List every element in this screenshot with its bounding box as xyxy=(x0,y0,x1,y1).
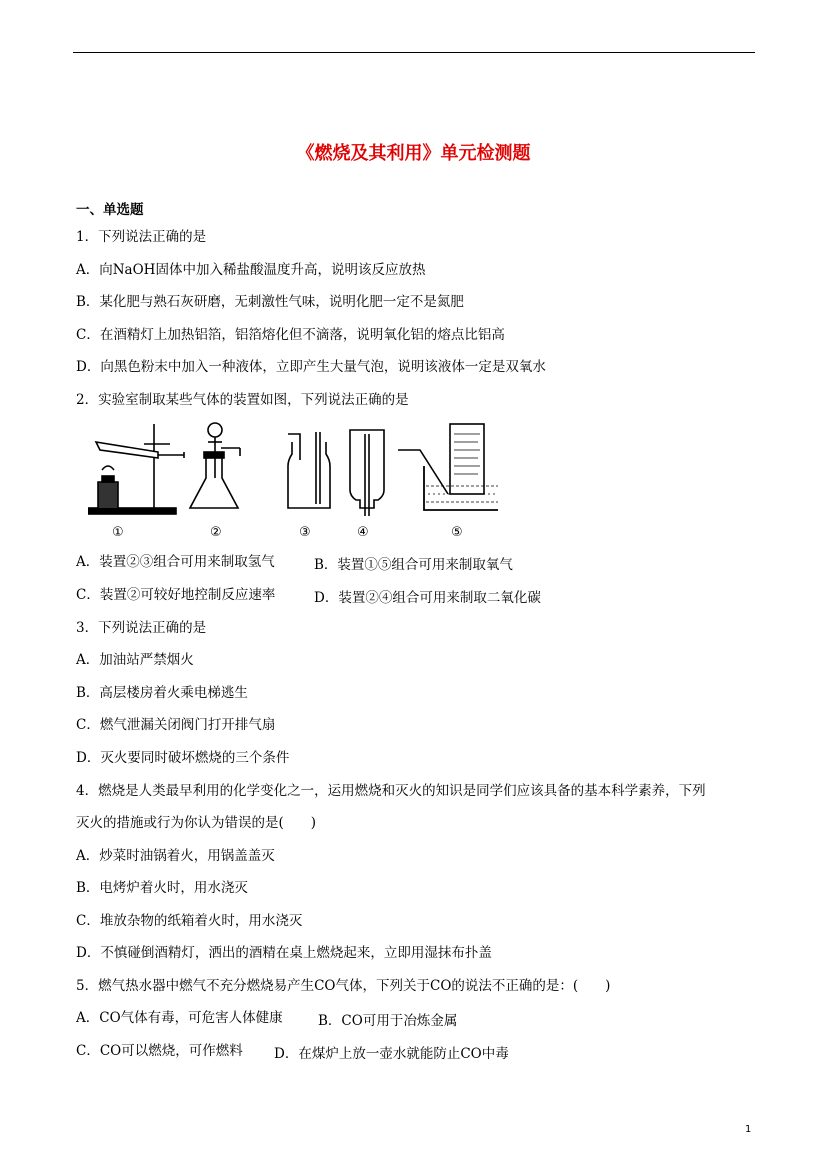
page-number: 1 xyxy=(745,1124,752,1135)
apparatus-label-4: ④ xyxy=(357,525,369,540)
q4-option-d: D．不慎碰倒酒精灯，洒出的酒精在桌上燃烧起来，立即用湿抹布扑盖 xyxy=(76,945,492,961)
q2-option-d: D．装置②④组合可用来制取二氧化碳 xyxy=(314,590,541,606)
section-heading: 一、单选题 xyxy=(76,202,144,218)
header-rule xyxy=(73,52,755,53)
apparatus-label-1: ① xyxy=(112,525,124,540)
apparatus-figure xyxy=(88,420,498,545)
q2-stem: 2．实验室制取某些气体的装置如图，下列说法正确的是 xyxy=(76,392,409,408)
apparatus-label-3: ③ xyxy=(299,525,311,540)
apparatus-3-gas-bottle xyxy=(288,432,330,508)
q4-option-c: C．堆放杂物的纸箱着火时，用水浇灭 xyxy=(76,913,303,929)
q1-option-a: A．向NaOH固体中加入稀盐酸温度升高，说明该反应放热 xyxy=(76,262,426,278)
q3-option-d: D．灭火要同时破坏燃烧的三个条件 xyxy=(76,750,290,766)
document-title: 《燃烧及其利用》单元检测题 xyxy=(296,143,531,164)
q1-option-c: C．在酒精灯上加热铝箔，铝箔熔化但不滴落，说明氧化铝的熔点比铝高 xyxy=(76,327,505,343)
q3-option-b: B．高层楼房着火乘电梯逃生 xyxy=(76,685,248,701)
apparatus-label-2: ② xyxy=(210,525,222,540)
q1-stem: 1．下列说法正确的是 xyxy=(76,229,207,245)
apparatus-1-heating-setup xyxy=(88,424,184,514)
apparatus-5-water-trough xyxy=(398,424,498,510)
q2-option-a: A．装置②③组合可用来制取氢气 xyxy=(76,554,275,570)
q4-stem-line2: 灭火的措施或行为你认为错误的是( ) xyxy=(76,815,317,831)
q1-option-b: B．某化肥与熟石灰研磨，无刺激性气味，说明化肥一定不是氮肥 xyxy=(76,294,464,310)
apparatus-4-inverted-bottle xyxy=(350,430,384,516)
q5-option-d: D．在煤炉上放一壶水就能防止CO中毒 xyxy=(274,1046,509,1062)
q1-option-d: D．向黑色粉末中加入一种液体，立即产生大量气泡，说明该液体一定是双氧水 xyxy=(76,359,546,375)
q3-stem: 3．下列说法正确的是 xyxy=(76,620,207,636)
q5-option-b: B．CO可用于冶炼金属 xyxy=(318,1013,458,1029)
q4-option-b: B．电烤炉着火时，用水浇灭 xyxy=(76,880,248,896)
q3-option-c: C．燃气泄漏关闭阀门打开排气扇 xyxy=(76,717,276,733)
q5-option-a: A．CO气体有毒，可危害人体健康 xyxy=(76,1010,283,1026)
q5-stem: 5．燃气热水器中燃气不充分燃烧易产生CO气体，下列关于CO的说法不正确的是：( ) xyxy=(76,978,611,994)
apparatus-2-flask-funnel xyxy=(190,423,240,508)
q5-option-c: C．CO可以燃烧，可作燃料 xyxy=(76,1043,243,1059)
q3-option-a: A．加油站严禁烟火 xyxy=(76,652,194,668)
apparatus-label-5: ⑤ xyxy=(451,525,463,540)
q4-stem-line1: 4．燃烧是人类最早利用的化学变化之一，运用燃烧和灭火的知识是同学们应该具备的基本科学素养，下列 xyxy=(76,783,706,799)
q2-option-c: C．装置②可较好地控制反应速率 xyxy=(76,587,276,603)
q4-option-a: A．炒菜时油锅着火，用锅盖盖灭 xyxy=(76,848,275,864)
q2-option-b: B．装置①⑤组合可用来制取氧气 xyxy=(314,557,513,573)
